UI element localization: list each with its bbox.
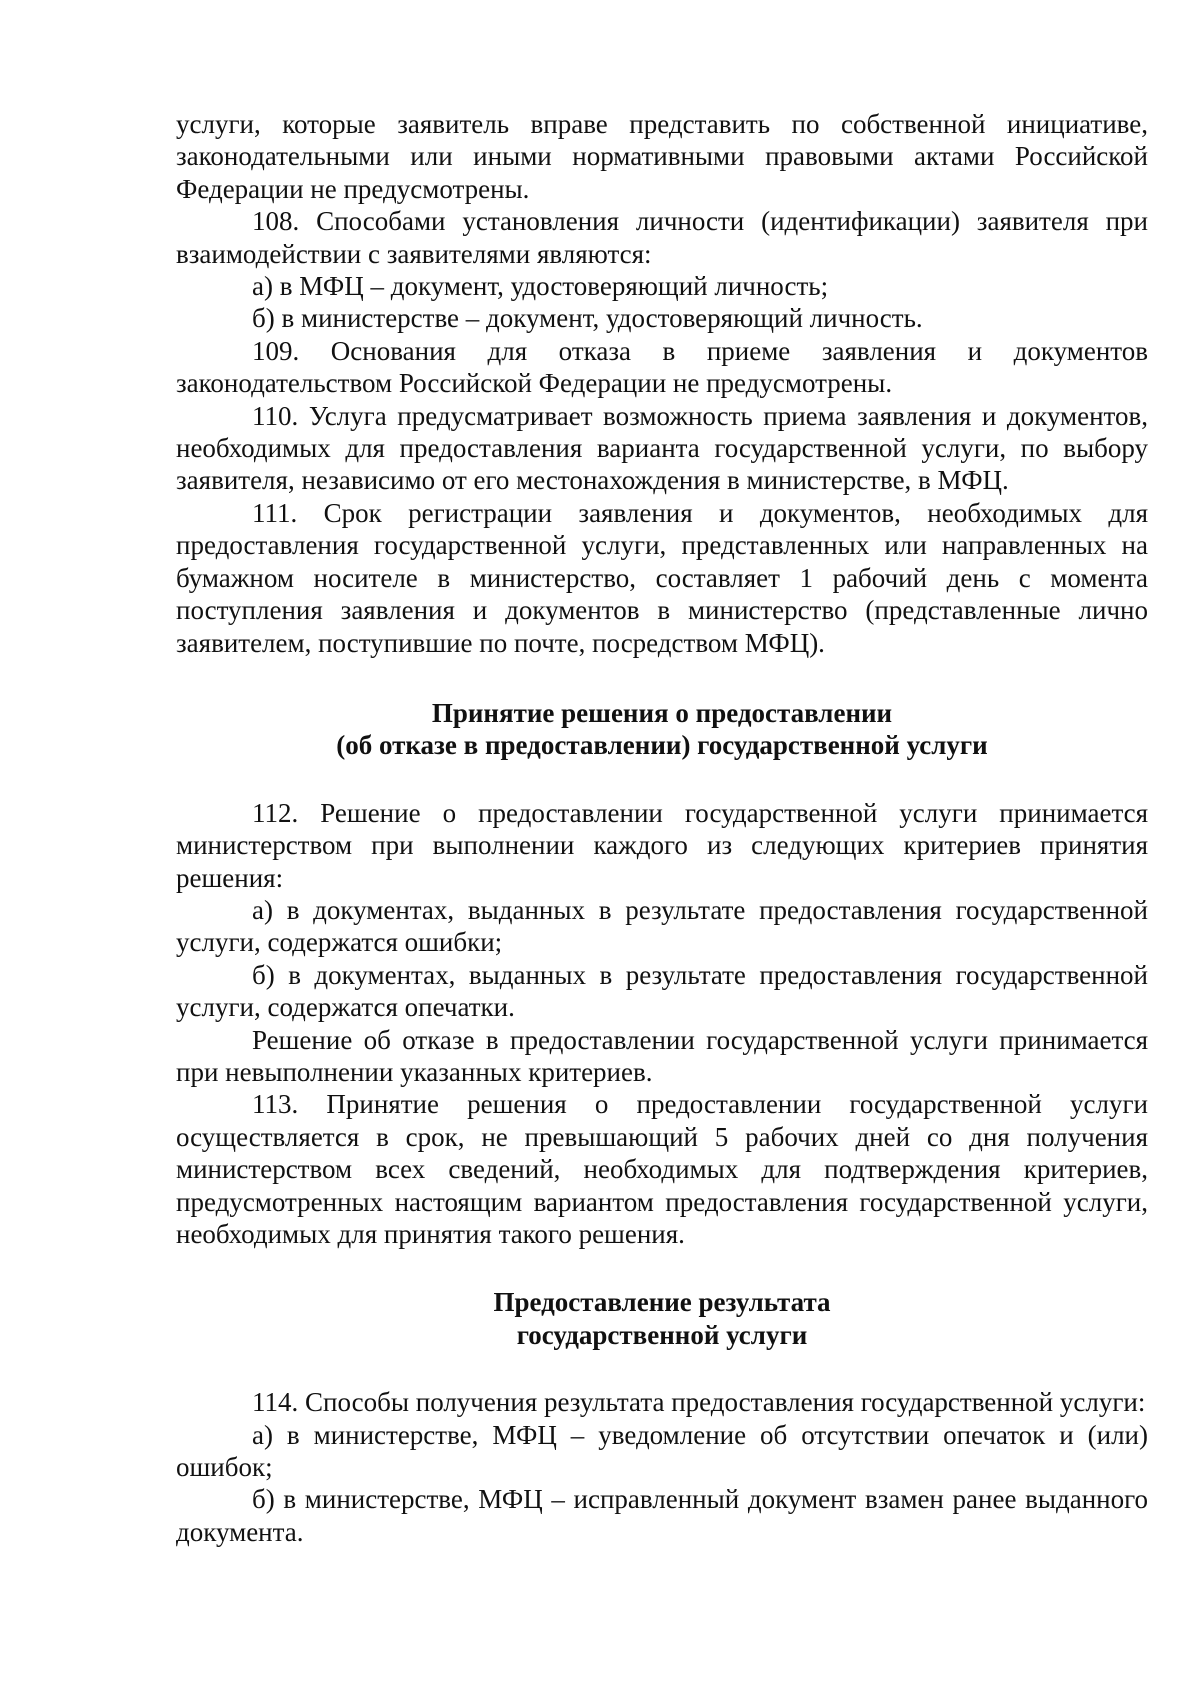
- paragraph-108-b: б) в министерстве – документ, удостоверяющий личность.: [252, 303, 923, 334]
- paragraph-110: 110. Услуга предусматривает возможность приема заявления и документов, необходимых для предоставления варианта государственной услуги, по выбору заявителя, независимо от его местонахождения в министерстве, в МФЦ.: [176, 400, 1148, 496]
- section-heading-decision-line1: Принятие решения о предоставлении: [431, 697, 893, 728]
- section-heading-decision: [176, 697, 1148, 762]
- paragraph-108-a: а) в МФЦ – документ, удостоверяющий личность;: [252, 271, 829, 302]
- document-page: [176, 108, 1148, 1548]
- paragraph-109: 109. Основания для отказа в приеме заявления и документов законодательством Российской Федерации не предусмотрены.: [176, 335, 1148, 399]
- section-heading-decision-line2: (об отказе в предоставлении) государственной услуги: [336, 730, 988, 761]
- paragraph-108: 108. Способами установления личности (идентификации) заявителя при взаимодействии с заявителями являются:: [176, 206, 1148, 269]
- paragraph-112: 112. Решение о предоставлении государственной услуги принимается министерством при выполнении каждого из следующих критериев принятия решения:: [176, 797, 1148, 893]
- paragraph-114-b: б) в министерстве, МФЦ – исправленный документ взамен ранее выданного документа.: [176, 1484, 1148, 1547]
- section-heading-result-line1: Предоставление результата: [493, 1287, 831, 1318]
- paragraph-112-refusal: Решение об отказе в предоставлении государственной услуги принимается при невыполнении указанных критериев.: [176, 1024, 1148, 1087]
- section-heading-result-line2: государственной услуги: [516, 1319, 808, 1350]
- paragraph-112-a: а) в документах, выданных в результате предоставления государственной услуги, содержатся ошибки;: [176, 894, 1148, 958]
- paragraph-114: 114. Способы получения результата предоставления государственной услуги:: [252, 1387, 1146, 1418]
- paragraph-113: 113. Принятие решения о предоставлении государственной услуги осуществляется в срок, не превышающий 5 рабочих дней со дня получения министерством всех сведений, необходимых для подтверждения критериев, предусмотренных настоящим вариантом предоставления государственной услуги, необходимых для принятия такого решения.: [176, 1089, 1148, 1249]
- section-heading-result: [176, 1286, 1148, 1351]
- paragraph-111: 111. Срок регистрации заявления и документов, необходимых для предоставления государственной услуги, представленных или направленных на бумажном носителе в министерство, составляет 1 рабочий день с момента поступления заявления и документов в министерство (представленные лично заявителем, поступившие по почте, посредством МФЦ).: [176, 497, 1148, 658]
- paragraph-continuation: услуги, которые заявитель вправе представить по собственной инициативе, законодательными или иными нормативными правовыми актами Российской Федерации не предусмотрены.: [176, 109, 1148, 204]
- paragraph-114-a: а) в министерстве, МФЦ – уведомление об отсутствии опечаток и (или) ошибок;: [176, 1419, 1148, 1483]
- paragraph-112-b: б) в документах, выданных в результате предоставления государственной услуги, содержатся опечатки.: [176, 959, 1148, 1023]
